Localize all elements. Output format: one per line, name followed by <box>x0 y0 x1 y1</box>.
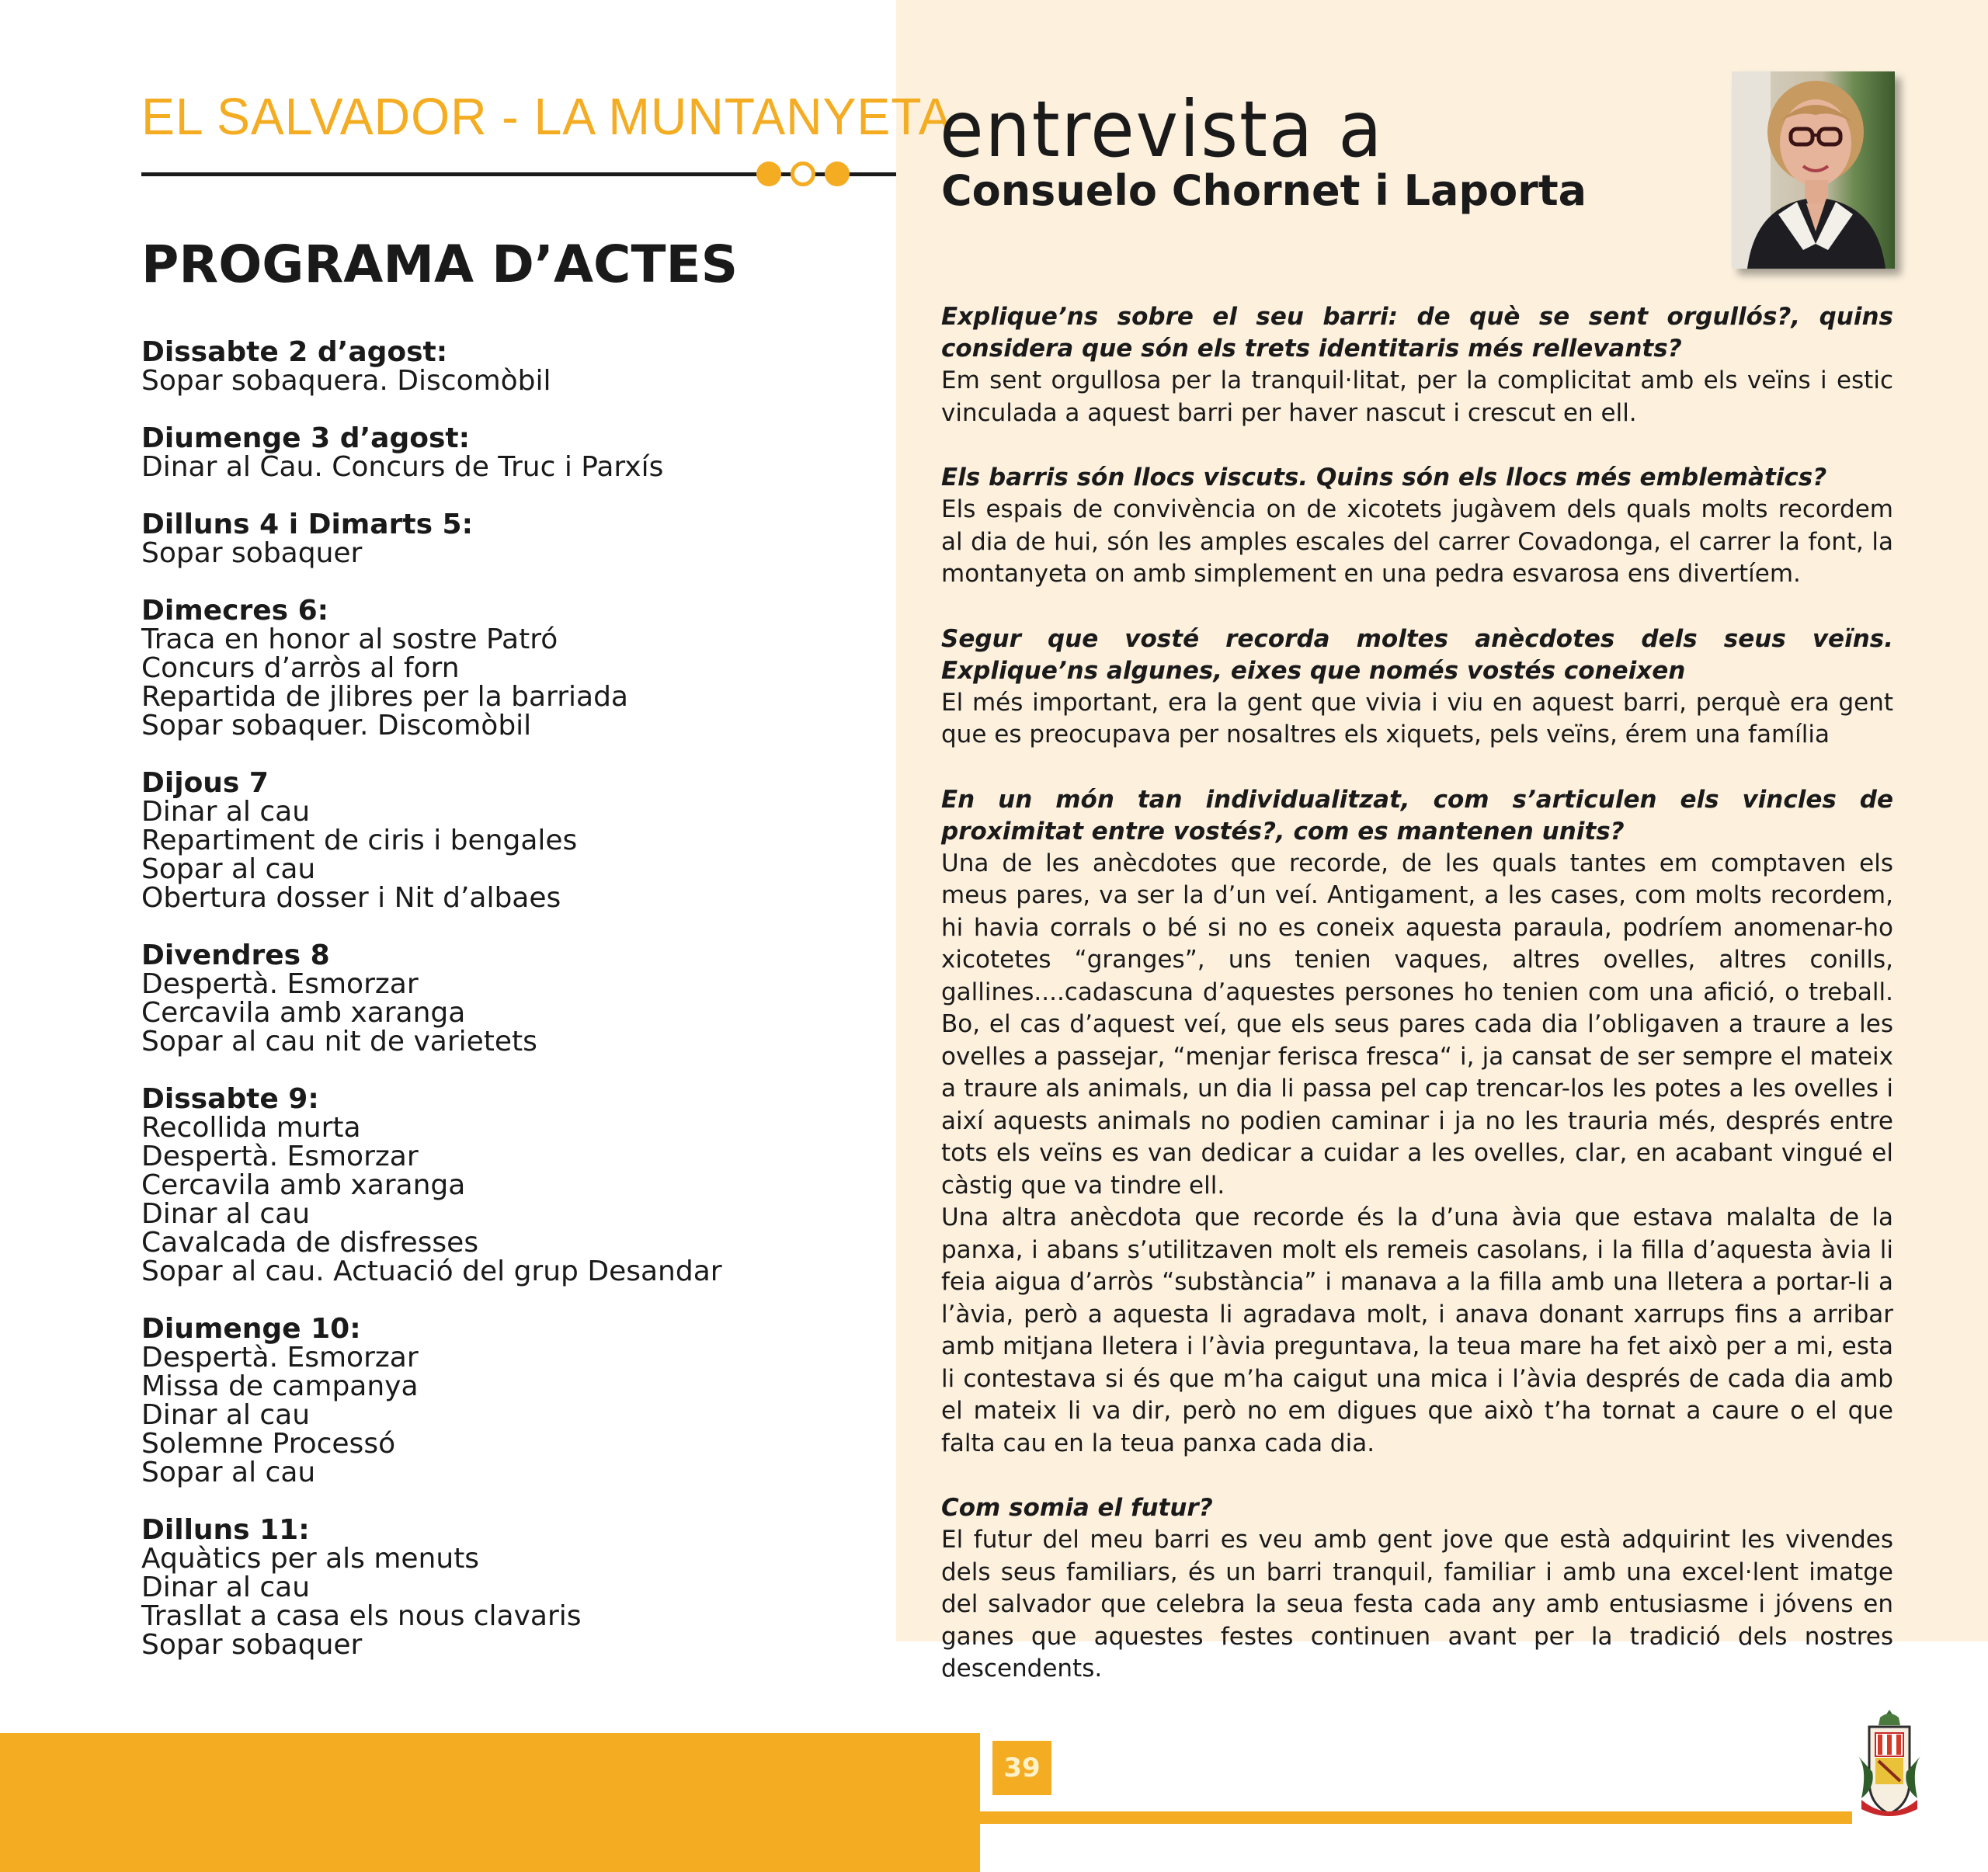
day-title: Diumenge 10: <box>141 1313 361 1345</box>
interview-qa <box>941 301 1893 429</box>
event-item: Obertura dosser i Nit d’albaes <box>141 882 561 914</box>
interview-question: Com somia el futur? <box>941 1494 1213 1522</box>
event-item: Sopar sobaquera. Discomòbil <box>141 365 551 397</box>
program-day <box>141 1516 887 1659</box>
event-item: Sopar sobaquer <box>141 1629 363 1661</box>
program-day <box>141 424 887 481</box>
decorative-dot <box>791 161 815 186</box>
program-day <box>141 1315 887 1487</box>
interview-qa <box>941 784 1893 1460</box>
decorative-dot <box>825 161 850 186</box>
event-item: Dinar al Cau. Concurs de Truc i Parxís <box>141 451 664 483</box>
footer-bar <box>0 1733 980 1872</box>
interview-qa <box>941 1492 1893 1686</box>
program-day <box>141 769 887 912</box>
footer-line <box>792 1811 1852 1824</box>
title-rule <box>141 172 896 176</box>
interview-question: Segur que vosté recorda moltes anècdotes dels seus veïns. Explique’ns algunes, eixes que només vostés coneixen <box>941 624 1893 685</box>
event-item: Cercavila amb xaranga <box>141 997 466 1029</box>
crest-icon <box>1852 1707 1927 1823</box>
interview-question: En un món tan individualitzat, com s’articulen els vincles de proximitat entre vostés?, com es mantenen units? <box>941 785 1893 846</box>
event-item: Sopar al cau. Actuació del grup Desandar <box>141 1256 722 1287</box>
program-day <box>141 338 887 395</box>
event-item: Cercavila amb xaranga <box>141 1169 466 1201</box>
interviewee-photo <box>1732 71 1895 269</box>
interview-qa <box>941 462 1893 591</box>
day-title: Dissabte 9: <box>141 1083 319 1115</box>
decorative-dot <box>756 161 781 186</box>
interview-answer: El més important, era la gent que vivia i viu en aquest barri, perquè era gent que es preocupava per nosaltres els xiquets, pels veïns, érem una família <box>941 688 1893 748</box>
program-title: PROGRAMA D’ACTES <box>141 234 739 294</box>
event-item: Despertà. Esmorzar <box>141 968 419 1000</box>
event-item: Sopar sobaquer. Discomòbil <box>141 710 532 742</box>
event-item: Repartida de jlibres per la barriada <box>141 681 628 713</box>
event-item: Dinar al cau <box>141 1399 311 1431</box>
event-item: Aquàtics per als menuts <box>141 1543 480 1575</box>
event-item: Dinar al cau <box>141 1572 311 1603</box>
day-title: Dilluns 11: <box>141 1514 310 1546</box>
event-item: Missa de campanya <box>141 1370 419 1402</box>
program-day <box>141 941 887 1056</box>
interview-body <box>941 301 1893 1718</box>
event-item: Sopar sobaquer <box>141 537 363 569</box>
interview-answer: El futur del meu barri es veu amb gent jove que està adquirint les vivendes dels seus familiars, és un barri tranquil, familiar i amb una excel·lent imatge del salvador que celebra la seua festa cada any amb entusiasme i jóvens en ganes que aquestes festes continuen avant per la tradició dels nostres descendents. <box>941 1526 1893 1683</box>
program-day <box>141 596 887 740</box>
program-list <box>141 338 887 1688</box>
day-title: Dijous 7 <box>141 767 269 799</box>
event-item: Cavalcada de disfresses <box>141 1227 479 1259</box>
event-item: Solemne Processó <box>141 1428 396 1460</box>
event-item: Traca en honor al sostre Patró <box>141 623 558 655</box>
event-item: Despertà. Esmorzar <box>141 1141 419 1172</box>
event-item: Dinar al cau <box>141 796 311 828</box>
interview-question: Explique’ns sobre el seu barri: de què se sent orgullós?, quins considera que són els trets identitaris més rellevants? <box>941 303 1893 363</box>
crest-logo <box>1852 1707 1927 1823</box>
page-number: 39 <box>992 1741 1051 1795</box>
event-item: Sopar al cau <box>141 1457 316 1488</box>
interview-question: Els barris són llocs viscuts. Quins són els llocs més emblemàtics? <box>941 464 1827 491</box>
day-title: Dimecres 6: <box>141 595 329 627</box>
event-item: Recollida murta <box>141 1112 361 1144</box>
event-item: Concurs d’arròs al forn <box>141 652 460 684</box>
interview-answer: Una de les anècdotes que recorde, de les quals tantes em comptaven els meus pares, va ser la d’un veí. Antigament, a les cases, com molts recordem, hi havia corrals o bé si no es coneix aquesta paraula, podríem anomenar-ho xicotetes “granges”, uns tenien vaques, altres ovelles, altres conills, gallines....cadascuna d’aquestes persones ho tenien com una afició, o treball. Bo, el cas d’aquest veí, que els seus pares cada dia l’obligaven a traure a les ovelles a passejar, “menjar ferisca fresca“ i, ja cansat de ser sempre el mateix a traure als animals, un dia li passa pel cap trencar-los les potes a les ovelles i així aquests animals no podien caminar i ja no les trauria més, després entre tots els veïns es van dedicar a cuidar a les ovelles, clar, en acabant vingué el càstig que va tindre ell. <box>941 849 1893 1200</box>
day-title: Diumenge 3 d’agost: <box>141 422 470 454</box>
interview-answer: Una altra anècdota que recorde és la d’una àvia que estava malalta de la panxa, i abans s’utilitzaven molt els remeis casolans, i la filla d’aquesta àvia li feia aigua d’arròs “substància” i manava a la filla amb una lletera a portar-li a l’àvia, però a aquesta li agradava molt, i anava donant xarrups fins a arribar amb mitjana lletera i l’àvia preguntava, la teua mare ha fet això per a mi, esta li contestava si és que m’ha caigut una mica i l’àvia després de cada dia amb el mateix li va dir, però no em digues que això t’ha tornat a caure o el que falta cau en la teua panxa cada dia. <box>941 1203 1893 1457</box>
interviewee-name: Consuelo Chornet i Laporta <box>941 166 1587 215</box>
interview-answer: Em sent orgullosa per la tranquil·litat, per la complicitat amb els veïns i estic vinculada a aquest barri per haver nascut i crescut en ell. <box>941 366 1893 427</box>
day-title: Divendres 8 <box>141 939 330 971</box>
program-day <box>141 510 887 568</box>
event-item: Trasllat a casa els nous clavaris <box>141 1600 582 1632</box>
program-day <box>141 1085 887 1286</box>
interview-heading: entrevista a <box>940 84 1384 175</box>
event-item: Sopar al cau <box>141 853 316 885</box>
day-title: Dissabte 2 d’agost: <box>141 336 448 368</box>
day-title: Dilluns 4 i Dimarts 5: <box>141 509 473 540</box>
interview-answer: Els espais de convivència on de xicotets jugàvem dels quals molts recordem al dia de hui, són les amples escales del carrer Covadonga, el carrer la font, la montanyeta on amb simplement en una pedra esvarosa ens divertíem. <box>941 495 1893 588</box>
event-item: Dinar al cau <box>141 1198 311 1230</box>
event-item: Repartiment de ciris i bengales <box>141 825 578 856</box>
event-item: Despertà. Esmorzar <box>141 1342 419 1374</box>
interview-qa <box>941 623 1893 752</box>
event-item: Sopar al cau nit de varietets <box>141 1026 537 1058</box>
portrait-image <box>1732 71 1895 269</box>
section-title: EL SALVADOR - LA MUNTANYETA <box>141 88 953 146</box>
